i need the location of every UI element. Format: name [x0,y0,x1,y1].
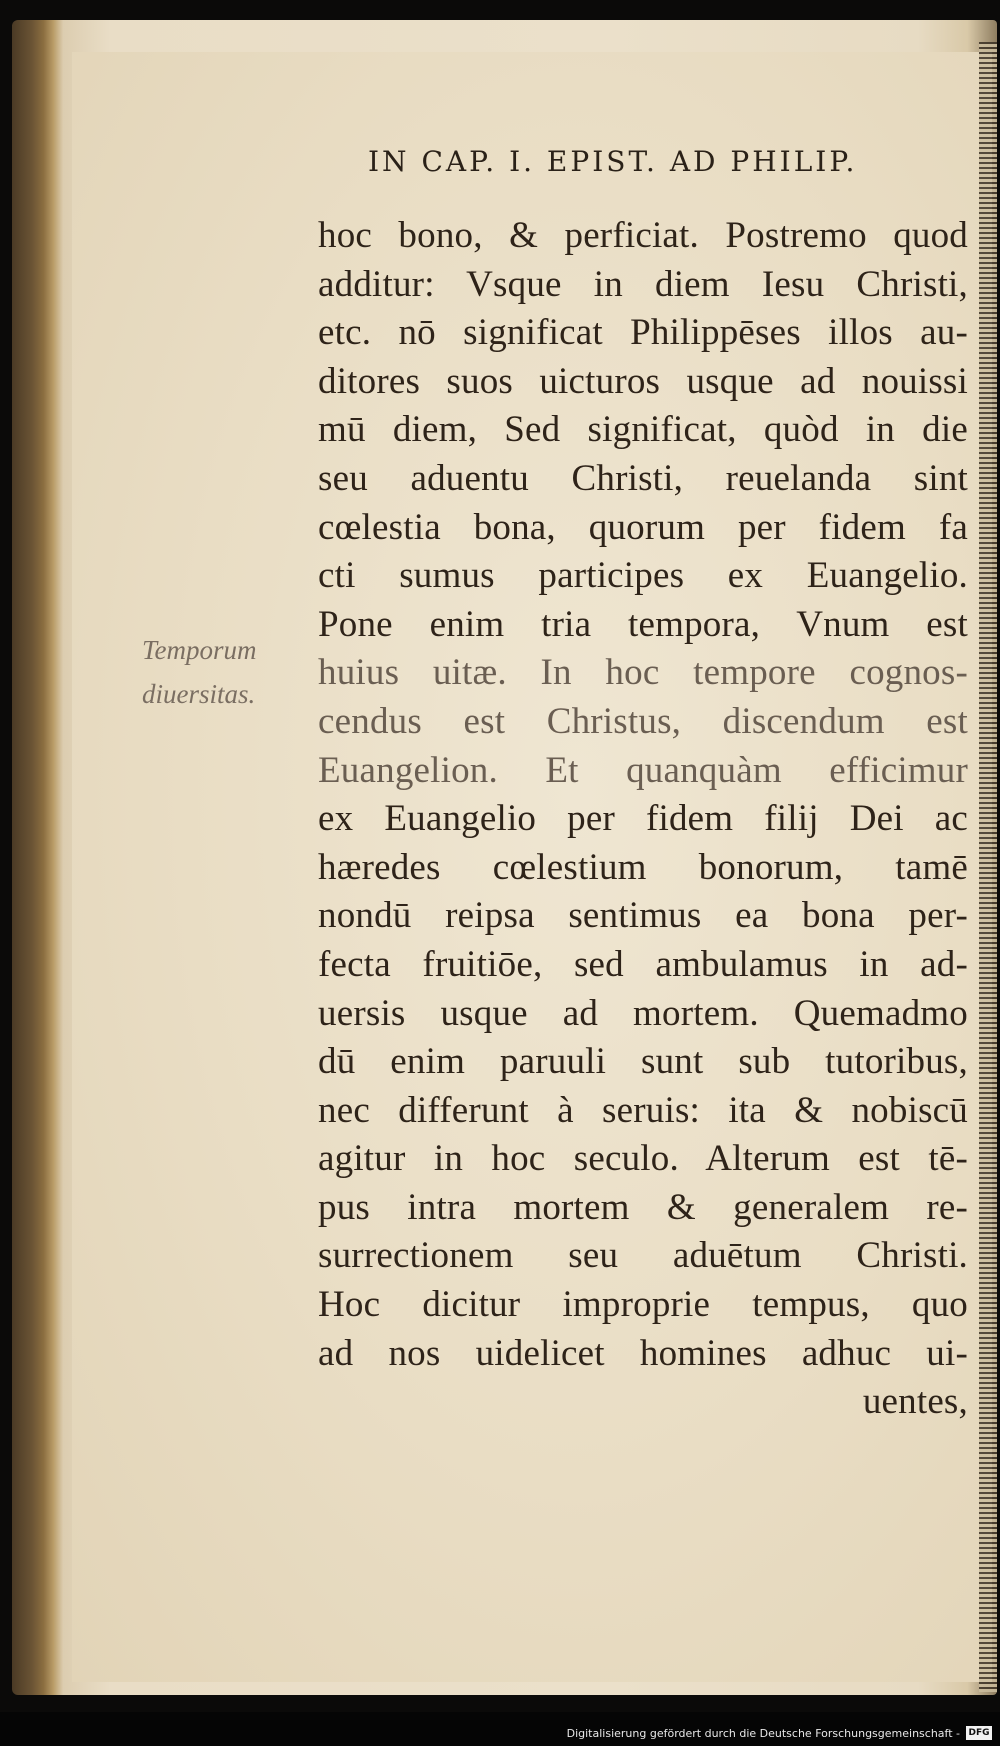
text-line: dū enim paruuli sunt sub tutoribus, [318,1041,968,1083]
text-line-catchword: uentes, [862,1381,968,1423]
margin-note-line: diuersitas. [142,679,256,709]
text-line: fecta fruitiōe, sed ambulamus in ad- [318,943,968,985]
margin-note [142,628,257,716]
text-line: agitur in hoc seculo. Alterum est tē- [318,1138,968,1180]
text-line: cti sumus participes ex Euangelio. [318,555,968,597]
text-line: surrectionem seu aduētum Christi. [318,1235,968,1277]
text-line: Hoc dicitur improprie tempus, quo [318,1284,968,1326]
funding-credit: Digitalisierung gefördert durch die Deutsche Forschungsgemeinschaft - [566,1727,960,1740]
body-text [318,212,968,1427]
text-line: uersis usque ad mortem. Quemadmo [318,992,968,1034]
running-head: IN CAP. I. EPIST. AD PHILIP. [368,145,858,178]
text-line: nondū reipsa sentimus ea bona per- [318,895,968,937]
text-line: hoc bono, & perficiat. Postremo quod [318,215,968,256]
text-line: ex Euangelio per fidem filij Dei ac [318,798,968,840]
text-line: cœlestia bona, quorum per fidem fa [318,506,968,548]
text-line: ad nos uidelicet homines adhuc ui- [318,1332,968,1374]
text-line: ditores suos uicturos usque ad nouissi [318,360,968,402]
page-edges [979,42,997,1692]
text-line: cendus est Christus, discendum est [318,700,968,742]
text-line: hæredes cœlestium bonorum, tamē [318,846,968,888]
text-line: Euangelion. Et quanquàm efficimur [318,749,968,791]
text-line: additur: Vsque in diem Iesu Christi, [318,263,968,305]
text-line: Pone enim tria tempora, Vnum est [318,603,968,645]
text-line: seu aduentu Christi, reuelanda sint [318,457,968,499]
text-line: huius uitæ. In hoc tempore cognos- [318,652,968,694]
text-line: nec differunt à seruis: ita & nobiscū [318,1089,968,1131]
dfg-logo: DFG [966,1726,992,1740]
margin-note-line: Temporum [142,635,257,665]
text-line: pus intra mortem & generalem re- [318,1186,968,1228]
text-line: mū diem, Sed significat, quòd in die [318,409,968,451]
text-line: etc. nō significat Philippēses illos au- [318,312,968,354]
